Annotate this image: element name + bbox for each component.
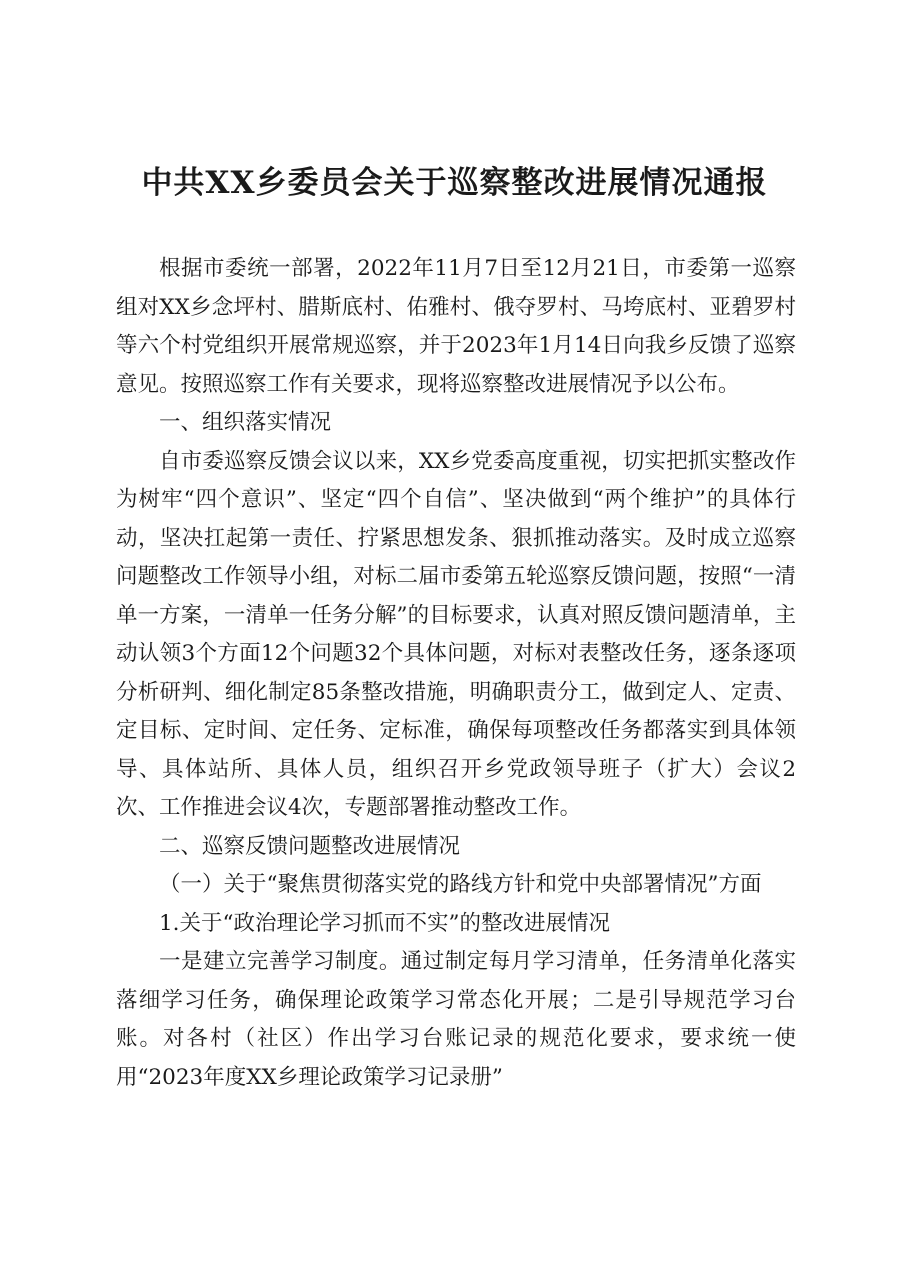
organization-paragraph: 自市委巡察反馈会议以来，XX乡党委高度重视，切实把抓实整改作为树牢“四个意识”、坚定“四个自信”、坚决做到“两个维护”的具体行动，坚决扛起第一责任、拧紧思想发条、狠抓推动落实。及时成立巡察问题整改工作领导小组，对标二届市委第五轮巡察反馈问题，按照“一清单一方案，一清单一任务分解”的目标要求，认真对照反馈问题清单，主动认领3个方面12个问题32个具体问题，对标对表整改任务，逐条逐项分析研判、细化制定85条整改措施，明确职责分工，做到定人、定责、定目标、定时间、定任务、定标准，确保每项整改任务都落实到具体领导、具体站所、具体人员，组织召开乡党政领导班子（扩大）会议2次、工作推进会议4次，专题部署推动整改工作。 [116, 448, 796, 820]
item-heading-theory-study: 1.关于“政治理论学习抓而不实”的整改进展情况 [159, 910, 610, 936]
intro-paragraph: 根据市委统一部署，2022年11月7日至12月21日，市委第一巡察组对XX乡念坪村、腊斯底村、佑雅村、俄夺罗村、马垮底村、亚碧罗村等六个村党组织开展常规巡察，并于2023年1月14日向我乡反馈了巡察意见。按照巡察工作有关要求，现将巡察整改进展情况予以公布。 [116, 256, 796, 397]
section-heading-rectification-progress: 二、巡察反馈问题整改进展情况 [159, 833, 461, 859]
subsection-heading-party-line: （一）关于“聚焦贯彻落实党的路线方针和党中央部署情况”方面 [159, 872, 762, 897]
theory-study-paragraph: 一是建立完善学习制度。通过制定每月学习清单，任务清单化落实落细学习任务，确保理论政策学习常态化开展；二是引导规范学习台账。对各村（社区）作出学习台账记录的规范化要求，要求统一使用“2023年度XX乡理论政策学习记录册” [116, 949, 796, 1090]
document-title: 中共XX乡委员会关于巡察整改进展情况通报 [141, 165, 768, 201]
document-body [116, 250, 796, 1097]
section-heading-organization: 一、组织落实情况 [159, 410, 332, 435]
